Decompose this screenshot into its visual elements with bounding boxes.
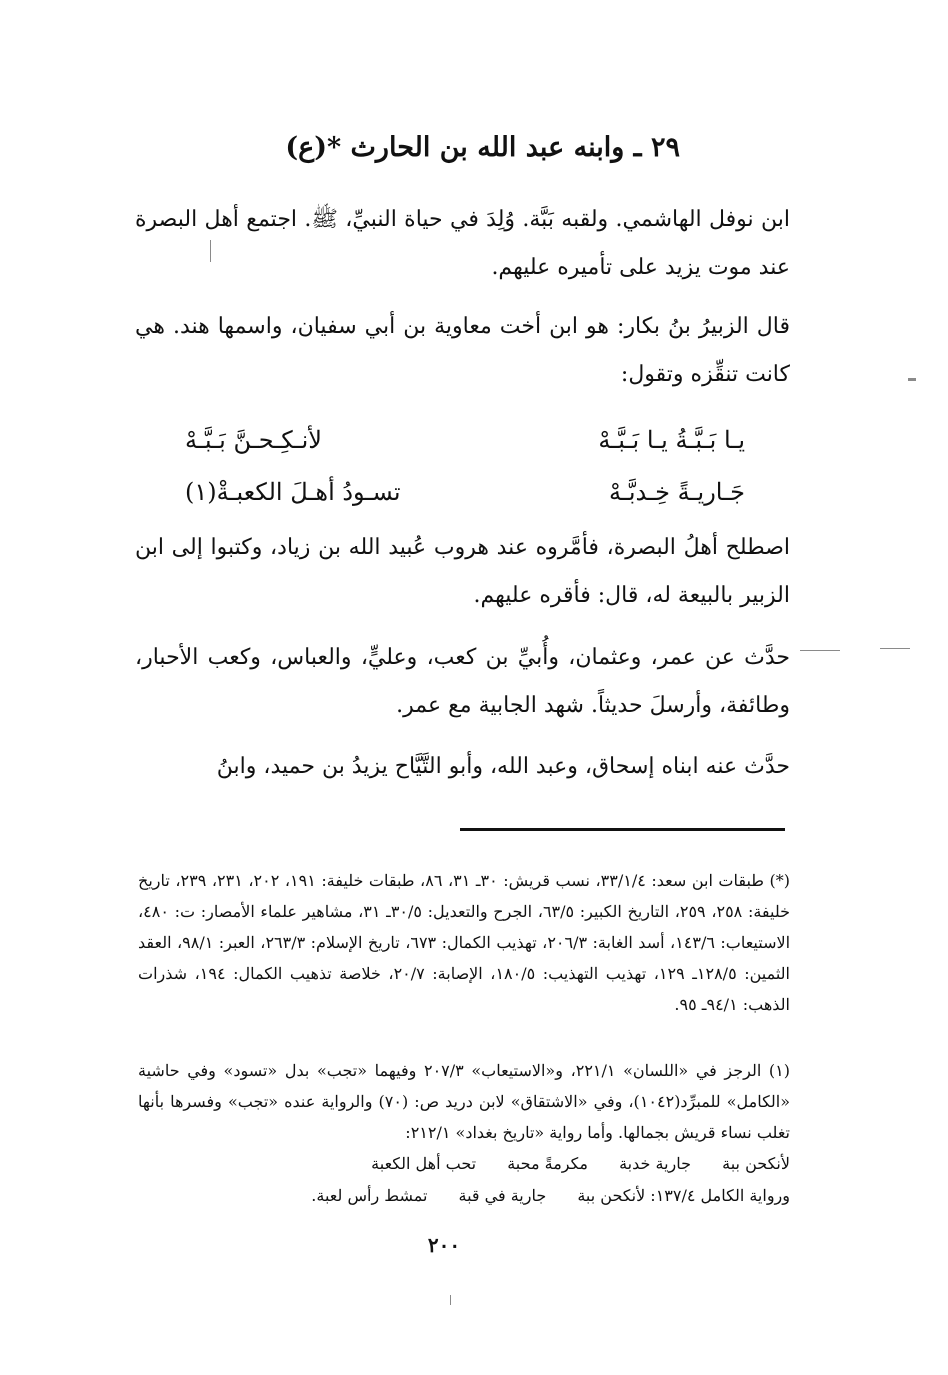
variant-hemistich: جارية خدبة <box>619 1154 692 1173</box>
scan-artifact <box>210 240 211 262</box>
page-number: ٢٠٠ <box>427 1233 461 1257</box>
verse-line-1 <box>185 414 745 466</box>
poem-verse <box>185 414 745 518</box>
paragraph-narrated-by: حدَّث عنه ابناه إسحاق، وعبد الله، وأبو التَّيَّاح يزيدُ بن حميد، وابنُ <box>216 754 790 779</box>
verse-line-2 <box>185 466 745 518</box>
kamil-hemistich: تمشط رأس لعبة. <box>311 1186 428 1205</box>
kamil-hemistich: جارية في قبة <box>458 1186 547 1205</box>
footnote-kamil-verse <box>230 1180 790 1211</box>
verse-hemistich: يـا بَـبَّـةُ يـا بَـبَّـهْ <box>598 426 745 454</box>
paragraph-narrated-from: حدَّث عن عمر، وعثمان، وأُبيِّ بن كعب، وعليٍّ، والعباس، وكعب الأحبار، وطائفة، وأرسلَ حديثاً. شهد الجابية مع عمر. <box>135 645 790 718</box>
paragraph-intro: ابن نوفل الهاشمي. ولقبه بَبَّة. وُلِدَ في حياة النبيِّ، ﷺ. اجتمع أهل البصرة عند موت يزيد على تأميره عليهم. <box>135 207 790 280</box>
scan-artifact <box>908 378 916 381</box>
verse-hemistich: تسـودُ أهـلَ الكعبـةْ(١) <box>185 478 401 506</box>
scan-artifact <box>450 1295 451 1305</box>
footnote-divider <box>460 828 785 831</box>
paragraph-basra: اصطلح أهلُ البصرة، فأمَّروه عند هروب عُبيد الله بن زياد، وكتبوا إلى ابن الزبير بالبيعة له، قال: فأقره عليهم. <box>135 535 790 608</box>
footnote-1: (١) الرجز في «اللسان» ٢٢١/١، و«الاستيعاب» ٢٠٧/٣ وفيهما «تجب» بدل «تسود» وفي حاشية «الكامل» للمبرِّد(١٠٤٢)، وفي «الاشتقاق» لابن دريد ص: (٧٠) والرواية عنده «تجب» وفسرها بأنها تغلب نساء قريش بجمالها. وأما رواية «تاريخ بغداد» ٢١٢/١: <box>138 1061 791 1142</box>
scan-artifact <box>880 648 910 649</box>
footnote-sources: (*) طبقات ابن سعد: ٣٣/١/٤، نسب قريش: ٣٠ـ ٣١، ٨٦، طبقات خليفة: ١٩١، ٢٠٢، ٢٣١، ٢٣٩، تاريخ خليفة: ٢٥٨، ٢٥٩، التاريخ الكبير: ٦٣/٥، الجرح والتعديل: ٣٠/٥ـ ٣١، مشاهير علماء الأمصار: ت: ٤٨٠، الاستيعاب: ١٤٣/٦، أسد الغابة: ٢٠٦/٣، تهذيب الكمال: ٦٧٣، تاريخ الإسلام: ٢٦٣/٣، العبر: ٩٨/١، العقد الثمين: ١٢٨/٥ـ ١٢٩، تهذيب التهذيب: ١٨٠/٥، الإصابة: ٢٠/٧، خلاصة تذهيب الكمال: ١٩٤، شذرات الذهب: ٩٤/١ـ ٩٥. <box>138 871 791 1014</box>
variant-hemistich: لأنكحن ببة <box>722 1154 790 1173</box>
paragraph-zubair: قال الزبيرُ بنُ بكار: هو ابن أخت معاوية بن أبي سفيان، واسمها هند. هي كانت تنقِّزه وتقول: <box>135 314 790 387</box>
variant-hemistich: مكرمةً محبة <box>507 1154 588 1173</box>
verse-hemistich: جَـاريـةً خِـدبَّـهْ <box>608 478 745 506</box>
variant-hemistich: تحب أهل الكعبة <box>371 1154 477 1173</box>
kamil-hemistich: ورواية الكامل ١٣٧/٤: لأنكحن ببة <box>577 1186 790 1205</box>
verse-hemistich: لأنـكِـحـنَّ بَـبَّـهْ <box>185 426 322 454</box>
footnote-variant-verse <box>230 1148 790 1179</box>
entry-heading: ٢٩ ـ وابنه عبد الله بن الحارث *(ع) <box>285 132 680 163</box>
scan-artifact <box>800 650 840 651</box>
